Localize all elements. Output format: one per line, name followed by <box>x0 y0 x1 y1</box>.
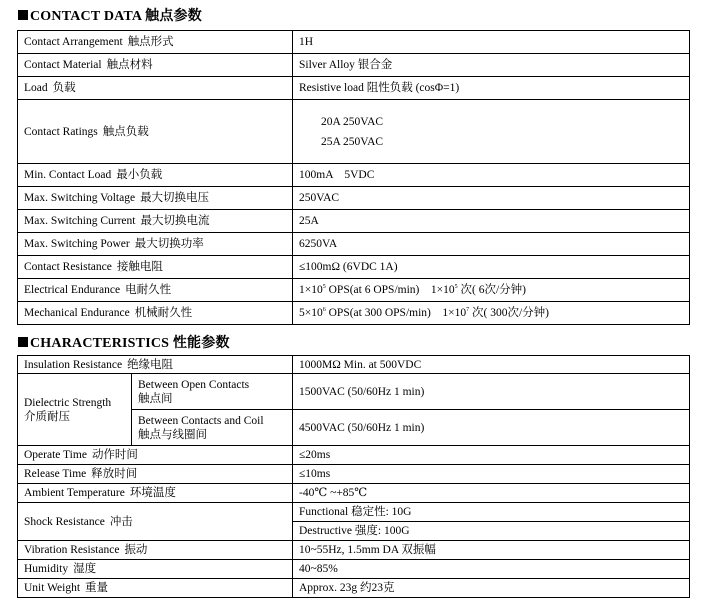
table-row <box>18 256 690 279</box>
square-bullet-icon <box>18 10 28 20</box>
label-cn: 触点间 <box>138 392 173 405</box>
label-cell <box>18 187 293 210</box>
table-row <box>18 31 690 54</box>
label-cell <box>18 233 293 256</box>
table-row <box>18 503 690 522</box>
table-row <box>18 374 690 410</box>
label-en: Min. Contact Load <box>24 169 112 181</box>
rating-value: 20A 250VAC <box>321 115 384 128</box>
table-row <box>18 279 690 302</box>
value-part: 5×10 <box>299 307 323 319</box>
characteristics-table <box>17 355 690 598</box>
label-cn: 触点形式 <box>127 36 174 48</box>
table-row <box>18 579 690 598</box>
value-cell: 6250VA <box>293 233 690 256</box>
label-en: Dielectric Strength <box>24 396 112 409</box>
value-cell: ≤10ms <box>293 465 690 484</box>
label-cell <box>18 541 293 560</box>
label-cell <box>18 446 293 465</box>
label-en: Between Contacts and Coil <box>138 414 264 427</box>
label-en: Contact Material <box>24 59 102 71</box>
label-cn: 接触电阻 <box>116 261 163 273</box>
label-cn: 触点材料 <box>106 59 153 71</box>
exponent: 5 <box>454 284 458 290</box>
label-cn: 环境温度 <box>129 487 176 499</box>
value-cell: 250VAC <box>293 187 690 210</box>
value-cell: Destructive 强度: 100G <box>293 522 690 541</box>
contact-data-heading <box>18 5 202 25</box>
exponent: 6 <box>322 307 326 313</box>
label-cn: 湿度 <box>73 563 97 575</box>
label-cn: 释放时间 <box>91 468 138 480</box>
label-cell <box>18 579 293 598</box>
sublabel-cell <box>132 374 293 410</box>
sublabel-cell <box>132 410 293 446</box>
table-row <box>18 560 690 579</box>
label-cell <box>18 210 293 233</box>
table-row <box>18 465 690 484</box>
label-cell <box>18 374 132 446</box>
table-row <box>18 541 690 560</box>
value-part: OPS(at 6 OPS/min) 1×10 <box>325 284 455 296</box>
value-cell: Resistive load 阻性负载 (cosΦ=1) <box>293 77 690 100</box>
label-en: Max. Switching Voltage <box>24 192 136 204</box>
value-cell: 1H <box>293 31 690 54</box>
label-cell <box>18 31 293 54</box>
label-en: Max. Switching Power <box>24 238 130 250</box>
label-en: Contact Resistance <box>24 261 112 273</box>
label-cn: 最大切换电流 <box>140 215 210 227</box>
label-en: Shock Resistance <box>24 515 105 528</box>
label-cn: 最大切换功率 <box>134 238 204 250</box>
label-en: Contact Ratings <box>24 125 98 138</box>
value-cell: ≤20ms <box>293 446 690 465</box>
label-cell <box>18 77 293 100</box>
label-en: Unit Weight <box>24 582 81 594</box>
value-part: 次( 300次/分钟) <box>469 307 549 319</box>
value-cell: ≤100mΩ (6VDC 1A) <box>293 256 690 279</box>
label-cell <box>18 484 293 503</box>
label-cn: 动作时间 <box>91 449 138 461</box>
table-row <box>18 233 690 256</box>
label-cell <box>18 164 293 187</box>
label-en: Mechanical Endurance <box>24 307 130 319</box>
table-row <box>18 77 690 100</box>
label-en: Load <box>24 82 48 94</box>
exponent: 5 <box>322 284 326 290</box>
exponent: 7 <box>466 307 470 313</box>
label-cell <box>18 465 293 484</box>
value-part: 1×10 <box>299 284 323 296</box>
label-cell <box>18 560 293 579</box>
value-cell: 40~85% <box>293 560 690 579</box>
value-cell: -40℃ ~+85℃ <box>293 484 690 503</box>
value-cell <box>293 100 690 164</box>
label-cn: 触点负载 <box>102 125 149 138</box>
label-cn: 机械耐久性 <box>134 307 193 319</box>
label-cn: 介质耐压 <box>24 410 70 423</box>
label-cell <box>18 54 293 77</box>
value-part: 次( 6次/分钟) <box>457 284 526 296</box>
value-cell: 1500VAC (50/60Hz 1 min) <box>293 374 690 410</box>
label-cell <box>18 356 293 374</box>
label-cn: 振动 <box>124 544 148 556</box>
label-cn: 最大切换电压 <box>140 192 210 204</box>
contact-data-title: CONTACT DATA 触点参数 <box>30 9 202 24</box>
label-cell <box>18 279 293 302</box>
label-en: Contact Arrangement <box>24 36 123 48</box>
label-en: Electrical Endurance <box>24 284 121 296</box>
table-row <box>18 356 690 374</box>
value-cell <box>293 279 690 302</box>
table-row <box>18 302 690 325</box>
value-cell: 10~55Hz, 1.5mm DA 双振幅 <box>293 541 690 560</box>
table-row <box>18 100 690 164</box>
value-cell: Silver Alloy 银合金 <box>293 54 690 77</box>
label-cn: 触点与线圈间 <box>138 428 207 441</box>
label-en: Between Open Contacts <box>138 378 250 391</box>
value-cell: 25A <box>293 210 690 233</box>
value-cell: 1000MΩ Min. at 500VDC <box>293 356 690 374</box>
label-en: Humidity <box>24 563 69 575</box>
square-bullet-icon <box>18 337 28 347</box>
label-cn: 重量 <box>85 582 109 594</box>
label-cn: 绝缘电阻 <box>127 358 174 371</box>
label-en: Release Time <box>24 468 87 480</box>
value-text: 100mA 5VDC <box>299 169 375 181</box>
rating-value: 25A 250VAC <box>321 135 384 148</box>
label-cell <box>18 302 293 325</box>
label-en: Max. Switching Current <box>24 215 136 227</box>
label-en: Vibration Resistance <box>24 544 120 556</box>
table-row <box>18 210 690 233</box>
value-cell: Approx. 23g 约23克 <box>293 579 690 598</box>
label-en: Ambient Temperature <box>24 487 125 499</box>
label-en: Operate Time <box>24 449 87 461</box>
table-row <box>18 187 690 210</box>
label-cell <box>18 100 293 164</box>
label-cell <box>18 256 293 279</box>
table-row <box>18 446 690 465</box>
label-cn: 冲击 <box>109 515 133 528</box>
characteristics-title: CHARACTERISTICS 性能参数 <box>30 336 230 351</box>
table-row <box>18 54 690 77</box>
value-cell: 4500VAC (50/60Hz 1 min) <box>293 410 690 446</box>
label-cn: 电耐久性 <box>125 284 172 296</box>
label-cell <box>18 503 293 541</box>
table-row <box>18 484 690 503</box>
table-row <box>18 164 690 187</box>
value-cell <box>293 164 690 187</box>
contact-data-table <box>17 30 690 325</box>
label-cn: 负载 <box>52 82 76 94</box>
label-cn: 最小负载 <box>116 169 163 181</box>
value-part: OPS(at 300 OPS/min) 1×10 <box>325 307 467 319</box>
value-cell: Functional 稳定性: 10G <box>293 503 690 522</box>
label-en: Insulation Resistance <box>24 358 123 371</box>
characteristics-heading <box>18 332 230 352</box>
value-cell <box>293 302 690 325</box>
